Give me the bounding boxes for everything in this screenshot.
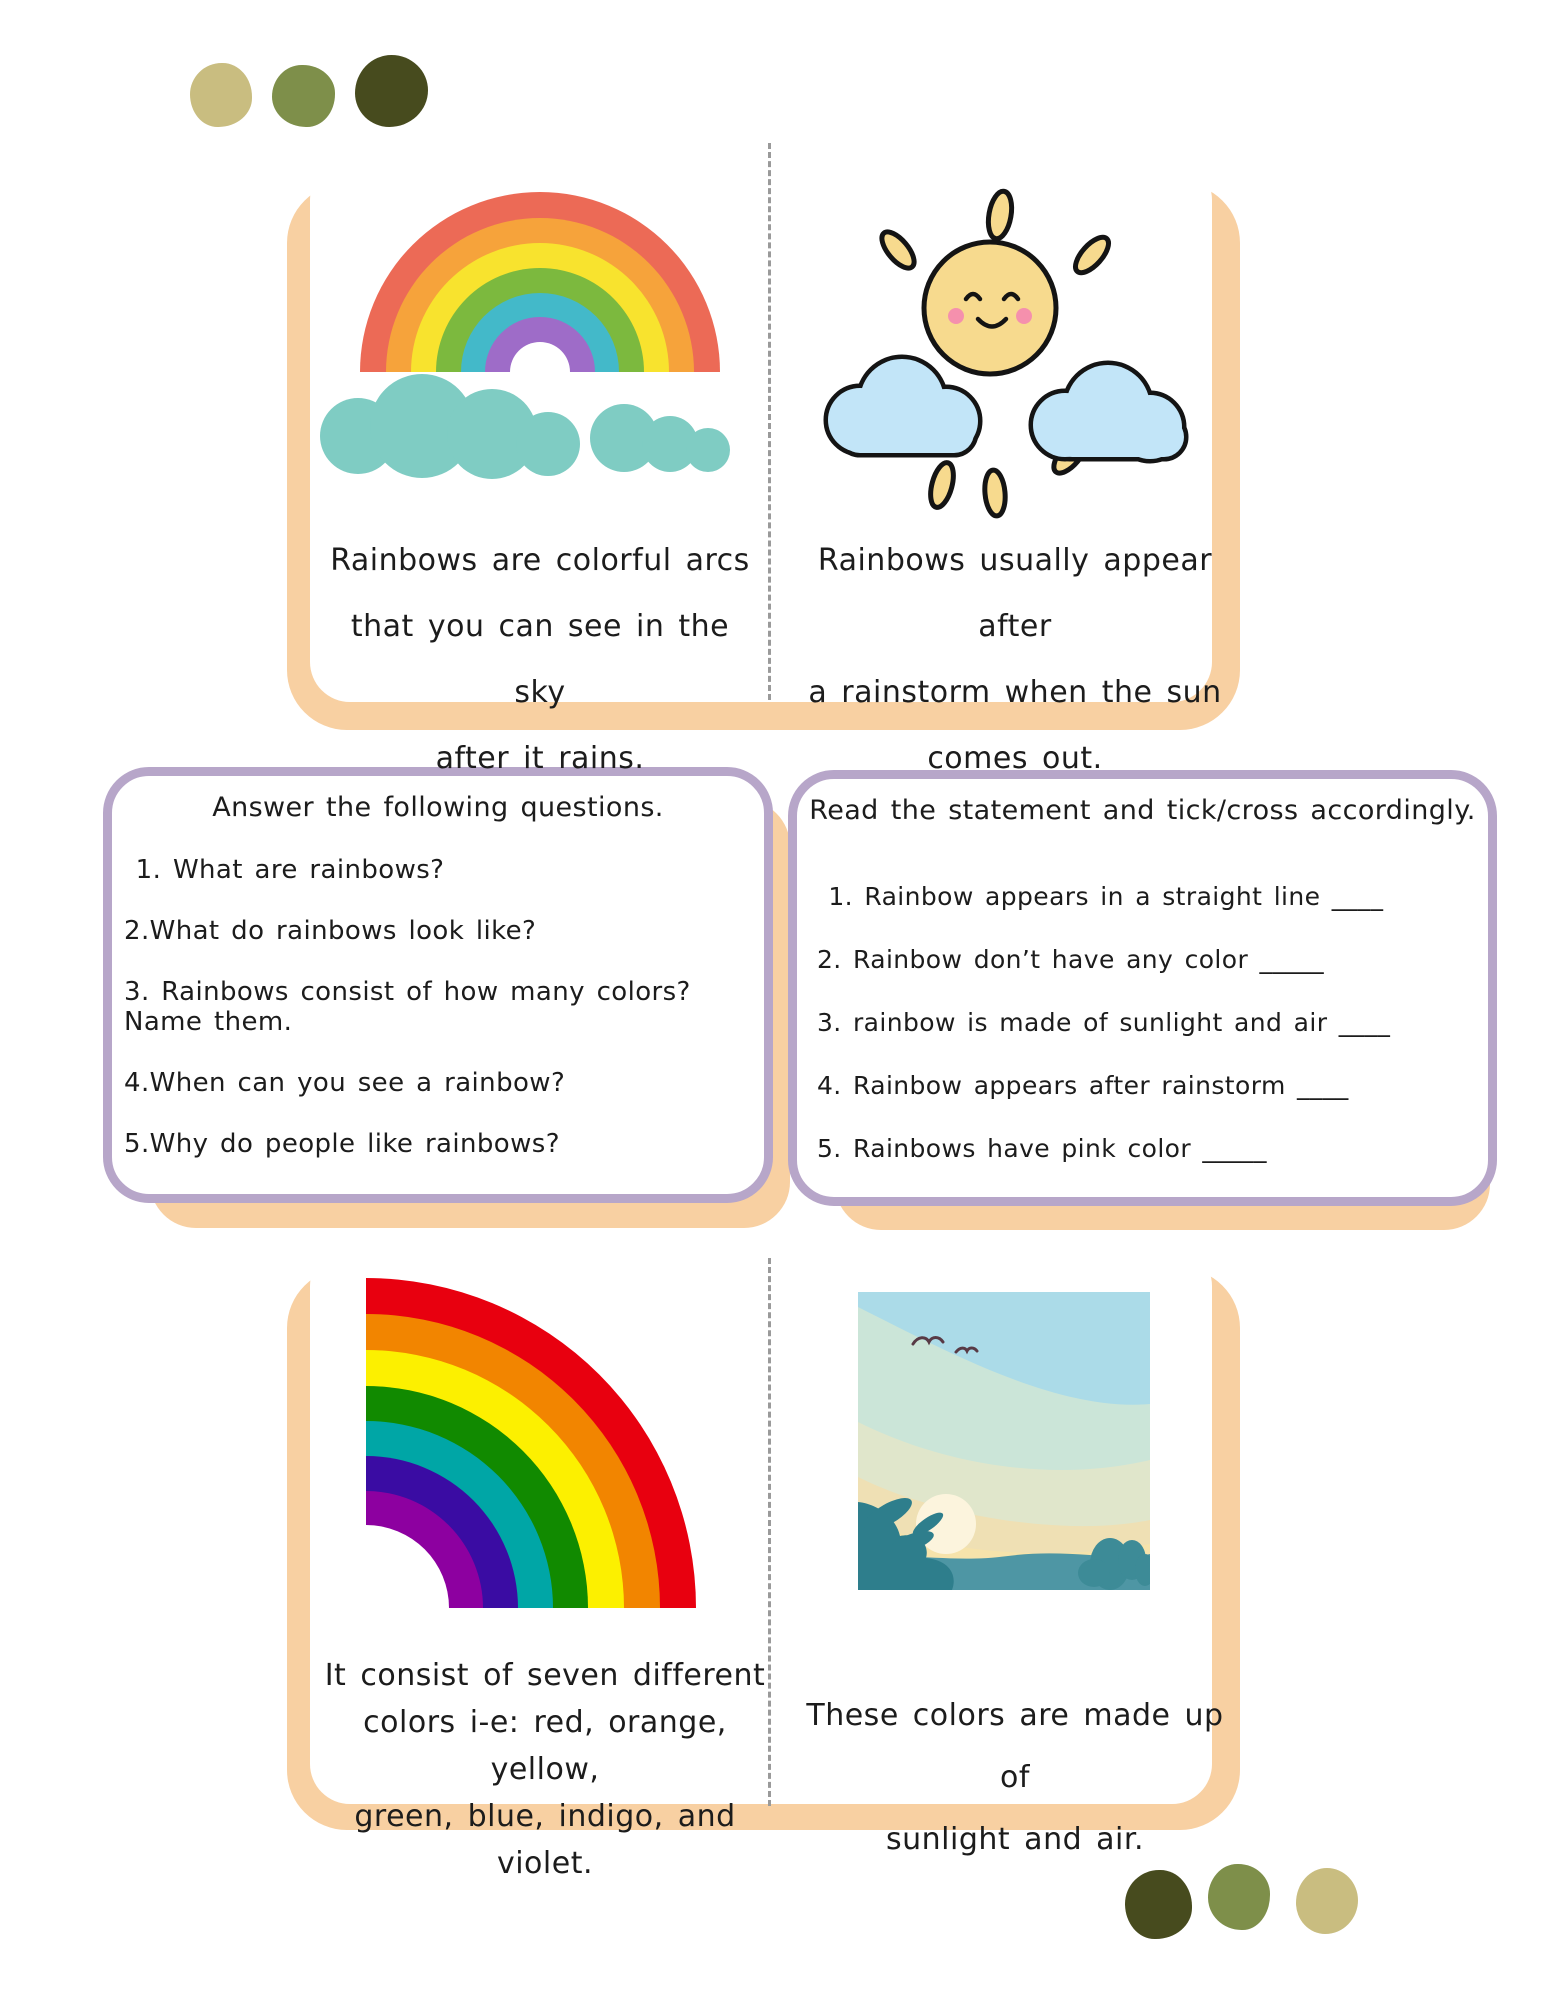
tick-cross-card	[788, 770, 1497, 1206]
caption-line: green, blue, indigo, and violet.	[354, 1799, 736, 1881]
caption-line: Rainbows are colorful arcs	[330, 543, 750, 578]
decor-dot	[1208, 1864, 1270, 1930]
question-item: 1. What are rainbows?	[124, 855, 445, 885]
question-item: 4.When can you see a rainbow?	[124, 1068, 566, 1098]
statement-item: 5. Rainbows have pink color _____	[817, 1134, 1267, 1163]
caption-line: comes out.	[927, 741, 1103, 776]
decor-dot	[190, 63, 252, 127]
caption-line: a rainstorm when the sun	[808, 675, 1222, 710]
decor-dot	[1296, 1868, 1358, 1934]
caption-line: Rainbows usually appear after	[817, 543, 1213, 644]
caption-line: These colors are made up of	[806, 1698, 1224, 1795]
questions-card-title: Answer the following questions.	[212, 792, 664, 823]
caption-line: It consist of seven different	[324, 1658, 766, 1693]
flat-quarter-rainbow-illustration	[366, 1278, 704, 1608]
bottom-right-card-caption	[800, 1685, 1230, 1871]
caption-line: colors i-e: red, orange, yellow,	[363, 1705, 727, 1787]
statement-item: 4. Rainbow appears after rainstorm ____	[817, 1071, 1349, 1100]
caption-line: sunlight and air.	[886, 1822, 1144, 1857]
tick-cross-list	[797, 882, 1488, 1164]
top-right-card-caption	[795, 528, 1235, 792]
questions-card	[103, 767, 773, 1203]
crayon-rainbow-clouds-illustration	[352, 186, 728, 486]
decor-dot	[272, 65, 335, 127]
statement-item: 1. Rainbow appears in a straight line ____	[817, 882, 1384, 911]
question-item: 5.Why do people like rainbows?	[124, 1129, 560, 1159]
caption-line: after it rains.	[435, 741, 645, 776]
caption-line: that you can see in the sky	[350, 609, 730, 710]
top-left-card-caption	[320, 528, 760, 792]
decor-dot	[355, 55, 428, 127]
bottom-left-card-caption	[315, 1652, 775, 1887]
statement-item: 3. rainbow is made of sunlight and air ____	[817, 1008, 1391, 1037]
question-item: 3. Rainbows consist of how many colors? Name them.	[124, 977, 703, 1037]
tick-cross-card-title: Read the statement and tick/cross accordingly.	[809, 795, 1476, 826]
question-item: 2.What do rainbows look like?	[124, 916, 537, 946]
sunset-beach-scene-icon	[858, 1292, 1150, 1590]
statement-item: 2. Rainbow don’t have any color _____	[817, 945, 1324, 974]
top-dashed-divider	[768, 143, 771, 700]
decor-dot	[1125, 1870, 1192, 1939]
questions-list	[112, 855, 764, 1159]
smiling-sun-clouds-icon	[770, 185, 1230, 545]
